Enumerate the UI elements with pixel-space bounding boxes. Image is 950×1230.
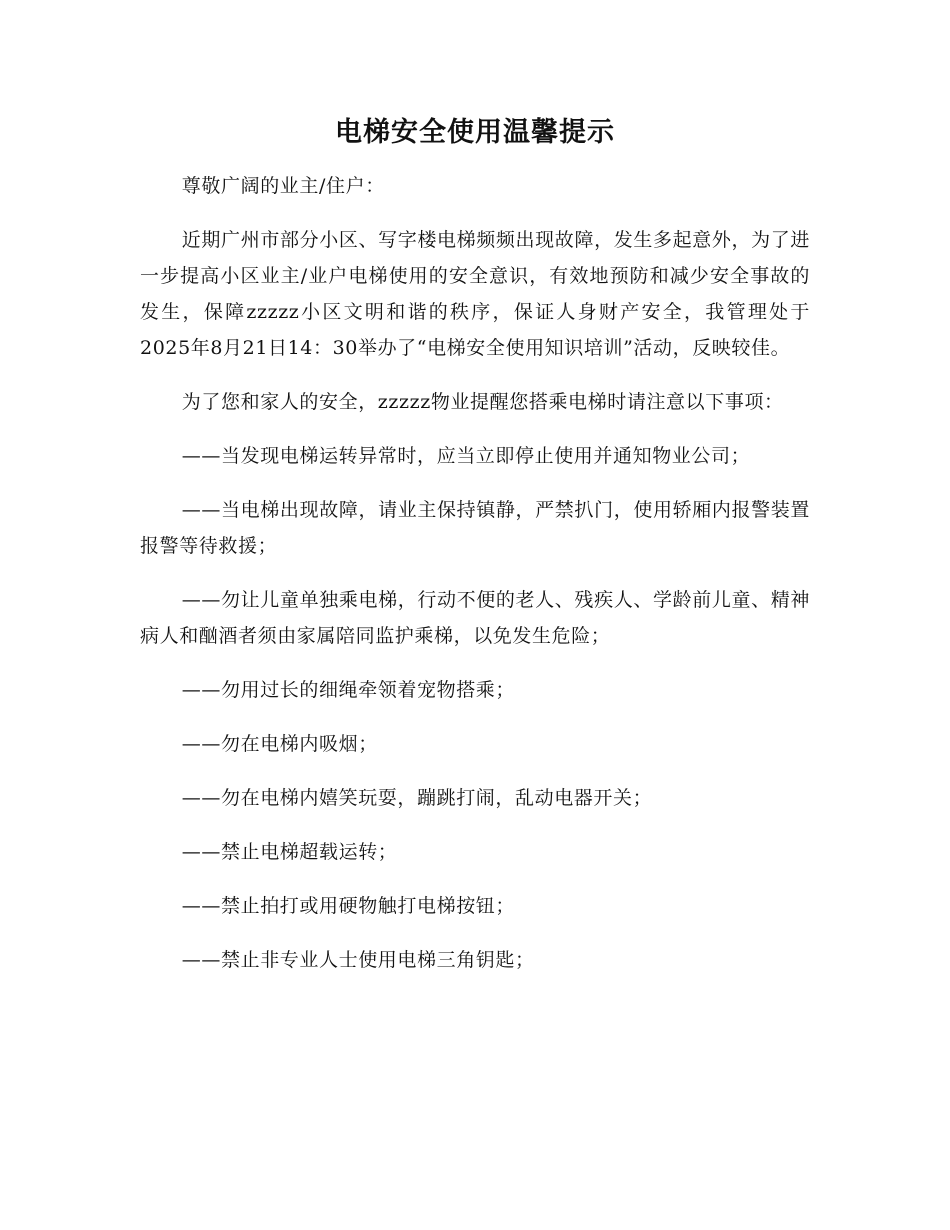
document-body	[140, 168, 810, 996]
notice-item: ——勿让儿童单独乘电梯，行动不便的老人、残疾人、学龄前儿童、精神病人和酗酒者须由家属陪同监护乘梯，以免发生危险；	[140, 589, 810, 647]
notice-item: ——当发现电梯运转异常时，应当立即停止使用并通知物业公司；	[181, 445, 751, 467]
notice-item: ——勿在电梯内嬉笑玩耍，蹦跳打闹，乱动电器开关；	[181, 787, 653, 809]
greeting-paragraph: 尊敬广阔的业主/住户：	[181, 175, 385, 197]
intro-paragraph: 近期广州市部分小区、写字楼电梯频频出现故障，发生多起意外，为了进一步提高小区业主/业户电梯使用的安全意识，有效地预防和减少安全事故的发生，保障zzzzz小区文明和谐的秩序，保证人身财产安全，我管理处于2025年8月21日14：30举办了“电梯安全使用知识培训”活动，反映较佳。	[140, 229, 810, 359]
notice-item: ——禁止电梯超载运转；	[181, 841, 398, 863]
notice-item: ——禁止拍打或用硬物触打电梯按钮；	[181, 895, 515, 917]
reminder-paragraph: 为了您和家人的安全，zzzzz物业提醒您搭乘电梯时请注意以下事项：	[181, 391, 784, 413]
notice-item: ——勿用过长的细绳牵领着宠物搭乘；	[181, 679, 515, 701]
notice-item: ——当电梯出现故障，请业主保持镇静，严禁扒门，使用轿厢内报警装置报警等待救援；	[140, 499, 810, 557]
notice-item: ——禁止非专业人士使用电梯三角钥匙；	[181, 949, 535, 971]
document-title: 电梯安全使用温馨提示	[335, 117, 615, 148]
notice-item: ——勿在电梯内吸烟；	[181, 733, 378, 755]
